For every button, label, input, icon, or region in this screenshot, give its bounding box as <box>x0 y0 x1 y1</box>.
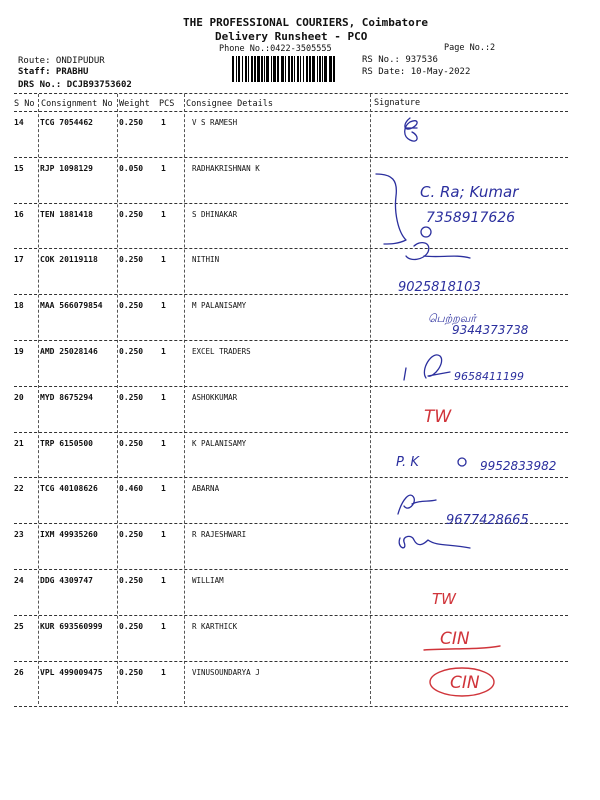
signature-scribble <box>399 536 470 548</box>
cell-consignment: TCG 7054462 <box>40 118 93 127</box>
rs-number: RS No.: 937536 <box>362 55 438 65</box>
col-signature: Signature <box>374 98 421 108</box>
handwritten-phone: 7358917626 <box>426 210 516 226</box>
col-consignment: Consignment No <box>41 99 113 109</box>
cell-consignment: VPL 499009475 <box>40 667 103 677</box>
cell-consignee: RADHAKRISHNAN K <box>192 163 260 173</box>
cell-consignee: EXCEL TRADERS <box>192 347 251 356</box>
cell-sno: 25 <box>14 621 24 631</box>
cell-sno: 20 <box>14 392 24 402</box>
cell-consignment: AMD 25028146 <box>40 347 98 356</box>
col-pcs: PCS <box>159 99 175 109</box>
cell-weight: 0.250 <box>119 301 144 311</box>
cell-consignee: M PALANISAMY <box>192 301 247 311</box>
cell-pcs: 1 <box>161 530 166 540</box>
page-number: Page No.:2 <box>444 43 496 53</box>
cell-sno: 26 <box>14 667 24 677</box>
cell-pcs: 1 <box>161 347 166 356</box>
handwritten-mark: CIN <box>440 629 470 649</box>
cell-consignee: ABARNA <box>192 484 220 494</box>
cell-sno: 22 <box>14 484 24 494</box>
signature-scribble <box>398 495 436 514</box>
cell-weight: 0.250 <box>119 255 144 265</box>
col-sno: S No <box>14 99 35 109</box>
cell-consignment: TEN 1881418 <box>40 209 93 219</box>
cell-pcs: 1 <box>161 438 166 448</box>
cell-sno: 15 <box>14 163 24 173</box>
signature-loop <box>458 458 466 466</box>
signature-loop <box>421 227 431 237</box>
cell-consignment: TRP 6150500 <box>40 438 93 448</box>
cell-consignee: V S RAMESH <box>192 118 238 127</box>
handwritten-phone: 9658411199 <box>454 370 524 383</box>
cell-sno: 24 <box>14 576 24 585</box>
cell-weight: 0.250 <box>119 530 144 540</box>
phone-number: Phone No.:0422-3505555 <box>219 44 332 54</box>
cell-sno: 14 <box>14 118 24 127</box>
cell-consignment: TCG 40108626 <box>40 484 98 494</box>
col-weight: Weight <box>119 99 150 109</box>
company-name: THE PROFESSIONAL COURIERS, Coimbatore <box>183 16 429 29</box>
signature-scribble <box>405 118 417 141</box>
cell-weight: 0.050 <box>119 163 144 173</box>
col-consignee: Consignee Details <box>186 99 273 109</box>
cell-pcs: 1 <box>161 255 166 265</box>
cell-weight: 0.250 <box>119 667 144 677</box>
cell-pcs: 1 <box>161 667 166 677</box>
route: Route: ONDIPUDUR <box>18 56 105 66</box>
cell-consignee: R KARTHICK <box>192 621 238 631</box>
cell-consignment: RJP 1098129 <box>40 163 93 173</box>
sheet-title: Delivery Runsheet - PCO <box>215 30 368 43</box>
cell-pcs: 1 <box>161 163 166 173</box>
cell-consignment: COK 20119118 <box>40 255 98 265</box>
cell-consignee: S DHINAKAR <box>192 209 238 219</box>
drs-number: DRS No.: DCJB93753602 <box>18 80 132 90</box>
cell-weight: 0.250 <box>119 621 144 631</box>
handwritten-mark: TW <box>432 590 456 608</box>
handwritten-name: C. Ra; Kumar <box>420 183 519 201</box>
cell-sno: 23 <box>14 530 24 540</box>
handwritten-name: P. K <box>396 455 419 470</box>
cell-weight: 0.250 <box>119 118 144 127</box>
cell-pcs: 1 <box>161 118 166 127</box>
cell-sno: 21 <box>14 438 24 448</box>
handwritten-phone: 9025818103 <box>398 280 481 295</box>
cell-consignee: ASHOKKUMAR <box>192 392 238 402</box>
cell-weight: 0.250 <box>119 347 144 356</box>
cell-sno: 18 <box>14 301 24 311</box>
cell-consignment: KUR 693560999 <box>40 621 103 631</box>
cell-pcs: 1 <box>161 576 166 585</box>
cell-pcs: 1 <box>161 484 166 494</box>
cell-pcs: 1 <box>161 621 166 631</box>
handwritten-phone: 9952833982 <box>480 459 557 473</box>
cell-weight: 0.250 <box>119 392 144 402</box>
cell-sno: 19 <box>14 347 24 356</box>
cell-consignee: WILLIAM <box>192 576 224 585</box>
cell-consignee: VINUSOUNDARYA J <box>192 667 260 677</box>
signature-scribble <box>404 355 450 380</box>
cell-consignee: NITHIN <box>192 255 220 265</box>
handwritten-mark: TW <box>424 407 452 427</box>
handwritten-mark: CIN <box>450 673 480 693</box>
cell-consignee: K PALANISAMY <box>192 438 247 448</box>
rs-date: RS Date: 10-May-2022 <box>362 67 471 77</box>
cell-consignment: MAA 566079854 <box>40 301 103 311</box>
signature-scribble <box>406 243 470 260</box>
cell-weight: 0.250 <box>119 576 144 585</box>
cell-weight: 0.250 <box>119 209 144 219</box>
cell-consignment: IXM 49935260 <box>40 530 98 540</box>
cell-sno: 16 <box>14 209 24 219</box>
cell-sno: 17 <box>14 255 24 265</box>
cell-pcs: 1 <box>161 392 166 402</box>
handwritten-name: பெற்றவர் <box>428 312 476 325</box>
cell-consignee: R RAJESHWARI <box>192 530 247 540</box>
staff: Staff: PRABHU <box>18 67 89 77</box>
handwritten-phone: 9677428665 <box>446 513 529 528</box>
handwritten-phone: 9344373738 <box>452 323 529 337</box>
cell-pcs: 1 <box>161 301 166 311</box>
signature-bracket <box>376 174 406 244</box>
cell-consignment: DDG 4309747 <box>40 576 93 585</box>
cell-consignment: MYD 8675294 <box>40 392 93 402</box>
cell-weight: 0.460 <box>119 484 144 494</box>
cell-weight: 0.250 <box>119 438 144 448</box>
cell-pcs: 1 <box>161 209 166 219</box>
